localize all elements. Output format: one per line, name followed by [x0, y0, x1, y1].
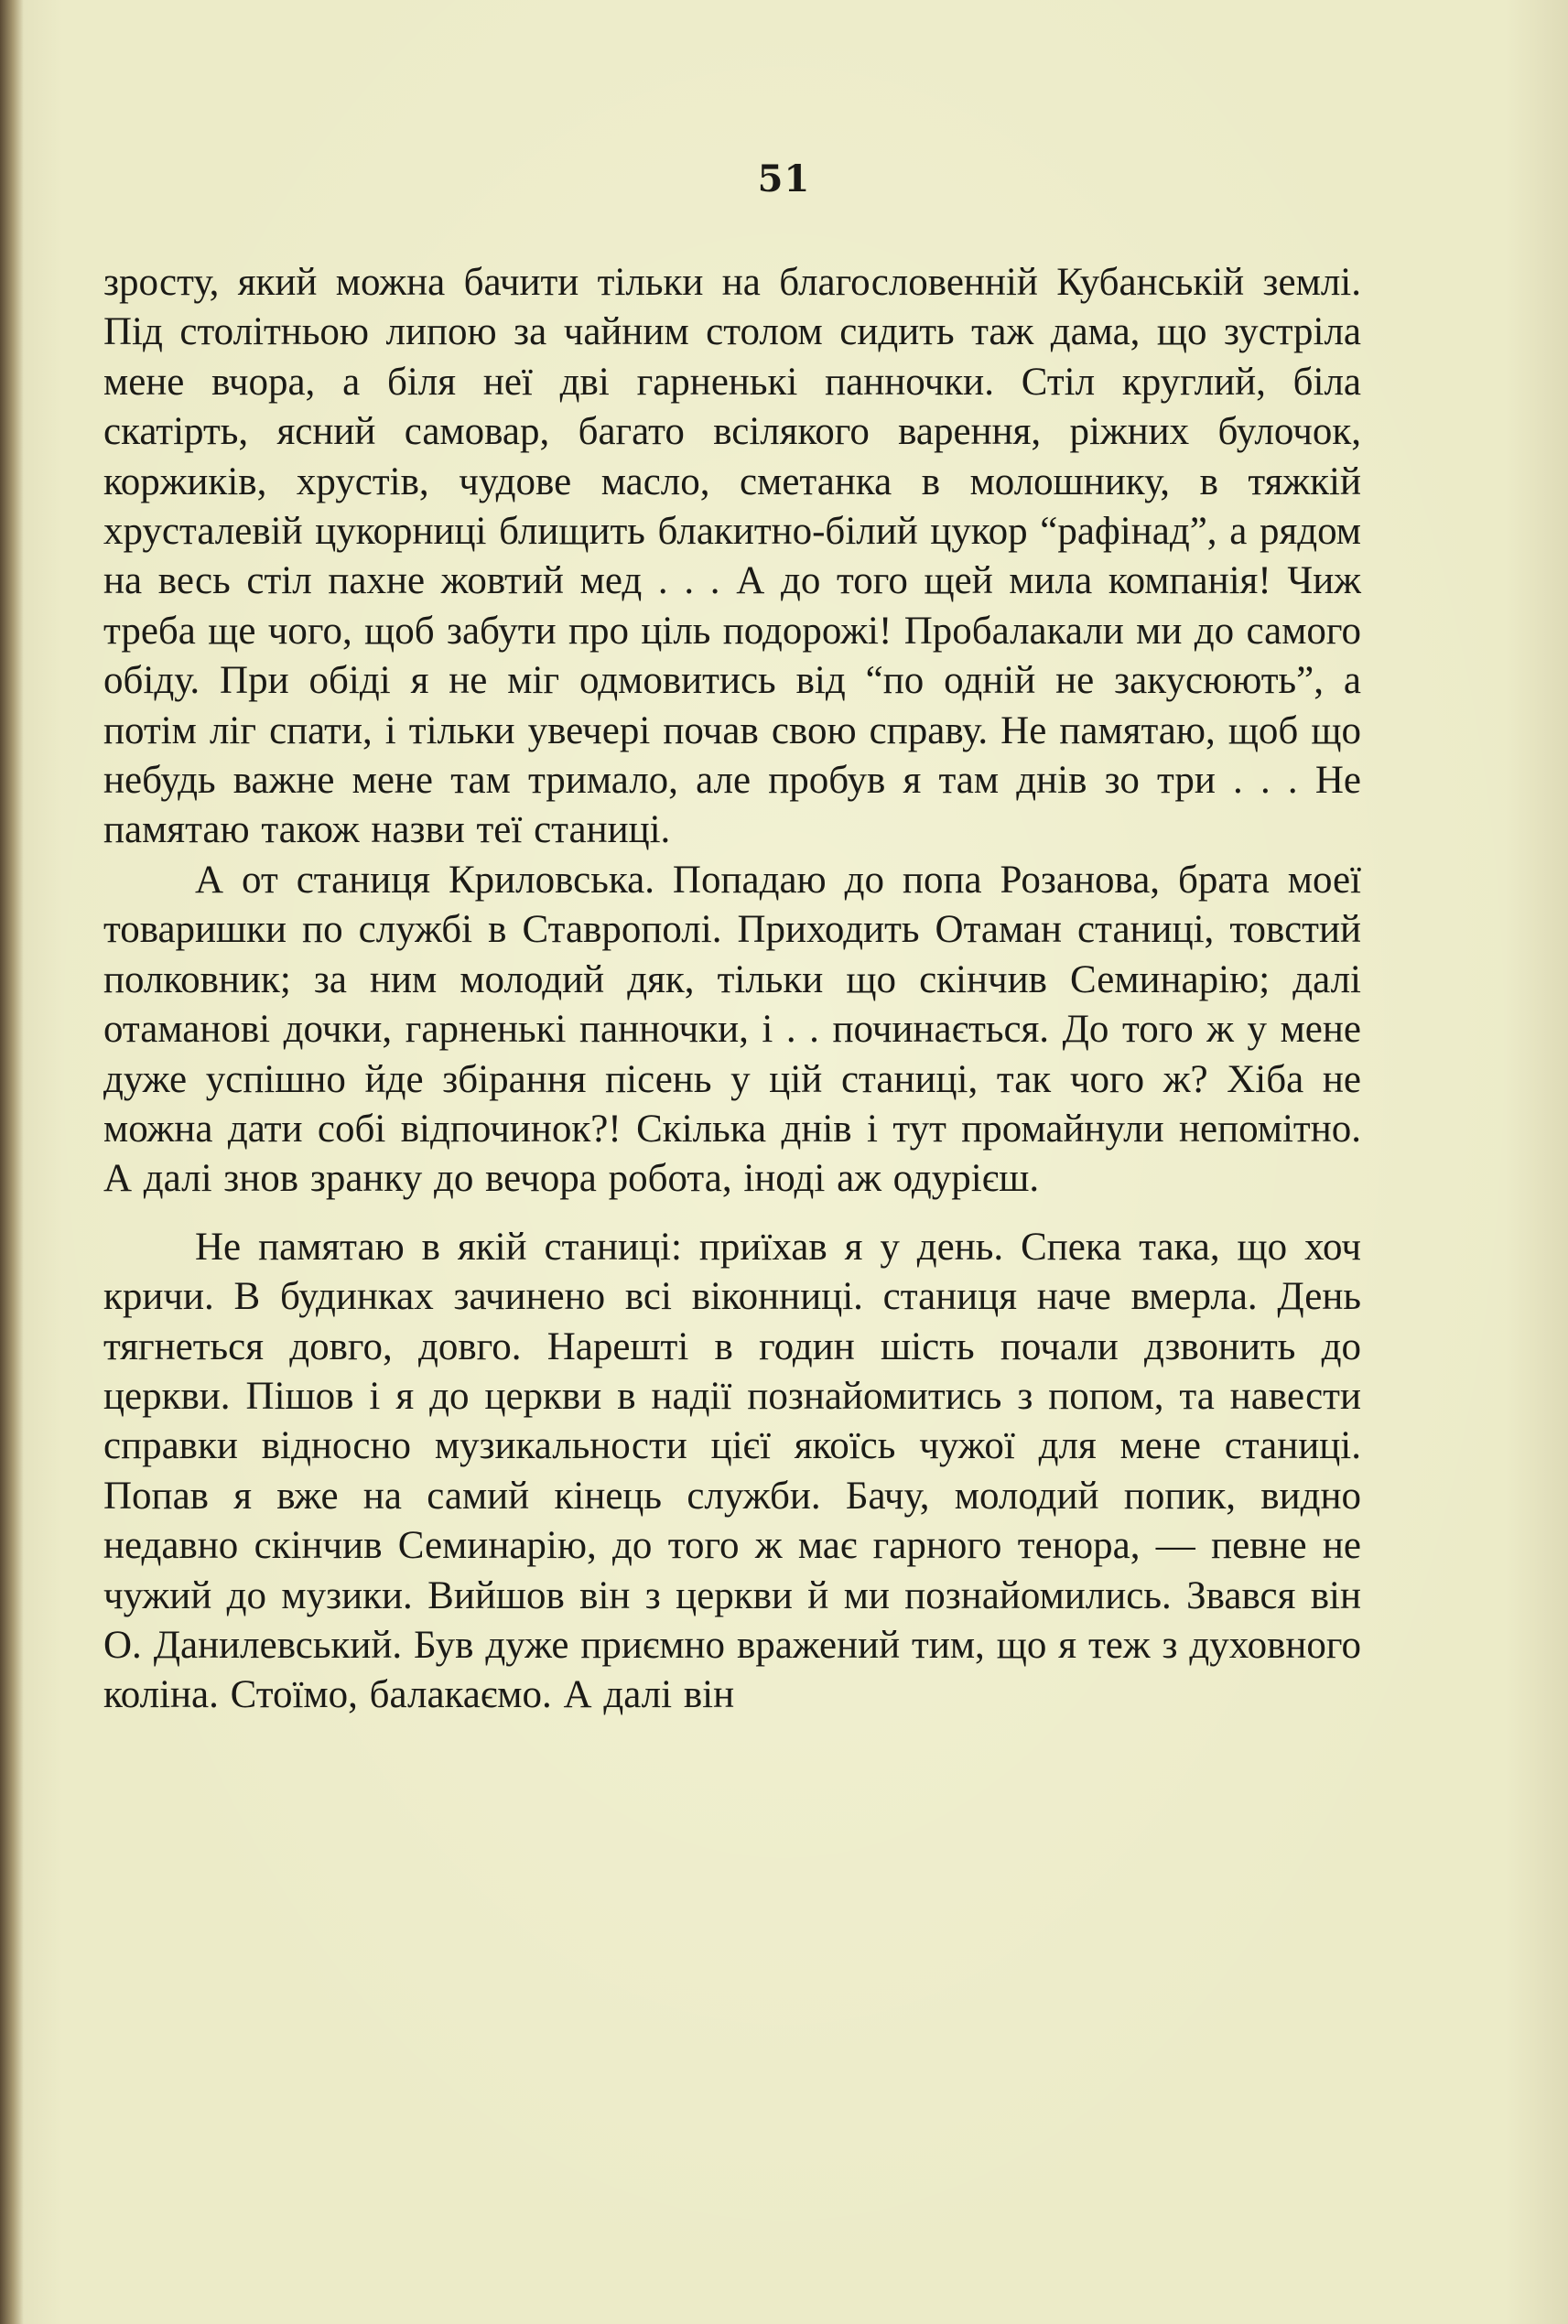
spine-shadow — [0, 0, 24, 2324]
body-text — [103, 258, 1361, 1721]
page-number: 51 — [757, 157, 811, 200]
paragraph-1: зросту, який можна бачити тільки на благословенній Кубанській землі. Під столітньою липою за чайним столом сидить таж дама, що зустріла мене вчора, а біля неї дві гарненькі панночки. Стіл круглий, біла скатірть, ясний самовар, багато всілякого варення, ріжних булочок, коржиків, хрустів, чудове масло, сметанка в молошнику, в тяжкій хрусталевій цукорниці блищить блакитно-білий цукор “рафінад”, а рядом на весь стіл пахне жовтий мед . . . А до того щей мила компанія! Чиж треба ще чого, щоб забути про ціль подорожі! Пробалакали ми до самого обіду. При обіді я не міг одмовитись від “по одній не закусюють”, а потім ліг спати, і тільки увечері почав свою справу. Не памятаю, щоб що небудь важне мене там тримало, але пробув я там днів зо три . . . Не памятаю також назви теї станиці. — [103, 261, 1361, 852]
paragraph-2: А от станиця Криловська. Попадаю до попа Розанова, брата моеї товаришки по службі в Ставрополі. Приходить Отаман станиці, товстий полковник; за ним молодий дяк, тільки що скінчив Семинарію; далі отаманові дочки, гарненькі панночки, і . . починається. До того ж у мене дуже успішно йде збірання пісень у цій станиці, так чого ж? Хіба не можна дати собі відпочинок?! Скілька днів і тут промайнули непомітно. А далі знов зранку до вечора робота, іноді аж одурієш. — [103, 858, 1361, 1201]
paragraph-3: Не памятаю в якій станиці: приїхав я у день. Спека така, що хоч кричи. В будинках зачинено всі віконниці. станиця наче вмерла. День тягнеться довго, довго. Нарешті в годин шість почали дзвонить до церкви. Пішов і я до церкви в надії познайомитись з попом, та навести справки відносно музикальности цієї якоїсь чужої для мене станиці. Попав я вже на самий кінець служби. Бачу, молодий попик, видно недавно скінчив Семинарію, до того ж має гарного тенора, — певне не чужий до музики. Вийшов він з церкви й ми познайомились. Звався він О. Данилевський. Був дуже приємно вражений тим, що я теж з духовного коліна. Стоїмо, балакаємо. А далі він — [103, 1225, 1361, 1717]
